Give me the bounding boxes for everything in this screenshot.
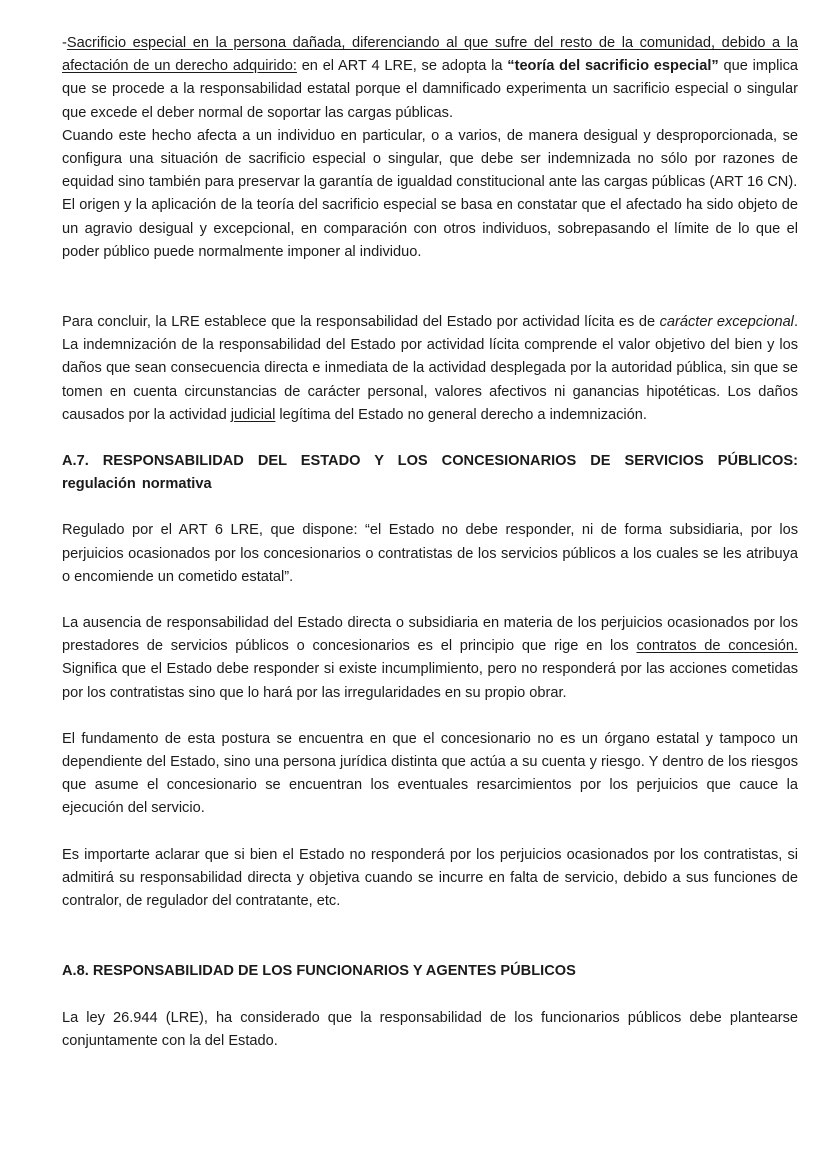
spacer bbox=[62, 264, 798, 311]
spacer bbox=[62, 427, 798, 450]
paragraph-ausencia-responsabilidad bbox=[62, 612, 798, 705]
bold-theory-name: “teoría del sacrificio especial” bbox=[507, 58, 719, 75]
paragraph-sacrificio-especial bbox=[62, 32, 798, 125]
inline-text: que implica que se procede a la responsabilidad estatal porque el damnificado experimenta un sacrificio especial o singular que excede el deber normal de soportar las cargas públicas. bbox=[62, 58, 799, 121]
inline-text: en el ART 4 LRE, se adopta la bbox=[296, 58, 508, 75]
paragraph-fundamento: El fundamento de esta postura se encuentra en que el concesionario no es un órgano estatal y tampoco un dependiente del Estado, sino una persona jurídica distinta que actúa a su cuenta y riesgo. Y dentro de los riesgos que asume el concesionario se encuentran los eventuales resarcimientos por los perjuicios que cauce la ejecución del servicio. bbox=[62, 730, 798, 817]
paragraph-ley-26944: La ley 26.944 (LRE), ha considerado que la responsabilidad de los funcionarios públicos debe plantearse conjuntamente con la del Estado. bbox=[62, 1009, 798, 1049]
italic-phrase: carácter excepcional bbox=[659, 314, 794, 331]
underlined-phrase: Sacrificio especial en la persona dañada, diferenciando al que sufre del resto de la comunidad, debido a la afectación de un derecho adquirido: bbox=[62, 35, 798, 75]
underlined-phrase: contratos de concesión. bbox=[636, 638, 798, 655]
paragraph-importante-aclarar: Es importarte aclarar que si bien el Estado no responderá por los perjuicios ocasionados por los contratistas, si admitirá su responsabilidad directa y objetiva cuando se incurre en falta de servicio, debido a sus funciones de contralor, de regulador del contratante, etc. bbox=[62, 846, 798, 910]
inline-text: legítima del Estado no general derecho a indemnización. bbox=[275, 406, 647, 423]
inline-text: . La indemnización de la responsabilidad del Estado por actividad lícita comprende el valor objetivo del bien y los daños que sean consecuencia directa e inmediata de la actividad desplegada por la autoridad pública, sin que se tomen en cuenta circunstancias de carácter personal, valores afectivos ni ganancias hipotéticas. Los daños causados por la actividad bbox=[62, 314, 798, 423]
spacer bbox=[62, 913, 798, 948]
heading-a7: A.7. RESPONSABILIDAD DEL ESTADO Y LOS CONCESIONARIOS DE SERVICIOS PÚBLICOS: regulación normativa bbox=[62, 453, 798, 493]
inline-text: La ausencia de responsabilidad del Estado directa o subsidiaria en materia de los perjuicios ocasionados por los prestadores de servicios públicos o concesionarios es el principio que rige en los bbox=[62, 615, 798, 655]
heading-a8: A.8. RESPONSABILIDAD DE LOS FUNCIONARIOS Y AGENTES PÚBLICOS bbox=[62, 963, 576, 980]
underlined-word: judicial bbox=[230, 406, 276, 423]
inline-text: Para concluir, la LRE establece que la responsabilidad del Estado por actividad lícita es de bbox=[62, 314, 660, 331]
document-page bbox=[62, 32, 798, 1053]
spacer bbox=[62, 984, 798, 1007]
dash-prefix: - bbox=[62, 35, 67, 51]
spacer bbox=[62, 496, 798, 519]
spacer bbox=[62, 948, 798, 960]
inline-text: Significa que el Estado debe responder si existe incumplimiento, pero no responderá por las acciones cometidas por los contratistas sino que lo hará por las irregularidades en su propio obrar. bbox=[62, 661, 798, 701]
spacer bbox=[62, 821, 798, 844]
spacer bbox=[62, 705, 798, 728]
paragraph-origen-teoria: El origen y la aplicación de la teoría del sacrificio especial se basa en constatar que el afectado ha sido objeto de un agravio desigual y excepcional, en comparación con otros individuos, sobrepasando el límite de lo que el poder público puede normalmente imponer al individuo. bbox=[62, 197, 798, 260]
spacer bbox=[62, 589, 798, 612]
paragraph-conclusion-lre bbox=[62, 311, 798, 427]
paragraph-art6: Regulado por el ART 6 LRE, que dispone: “el Estado no debe responder, ni de forma subsidiaria, por los perjuicios ocasionados por los concesionarios o contratistas de los servicios públicos a los cuales se les atribuya o encomiende un cometido estatal”. bbox=[62, 522, 798, 585]
paragraph-situacion-sacrificio: Cuando este hecho afecta a un individuo en particular, o a varios, de manera desigual y desproporcionada, se configura una situación de sacrificio especial o singular, que debe ser indemnizada no sólo por razones de equidad sino también para preservar la garantía de igualdad constitucional ante las cargas públicas (ART 16 CN). bbox=[62, 127, 798, 191]
